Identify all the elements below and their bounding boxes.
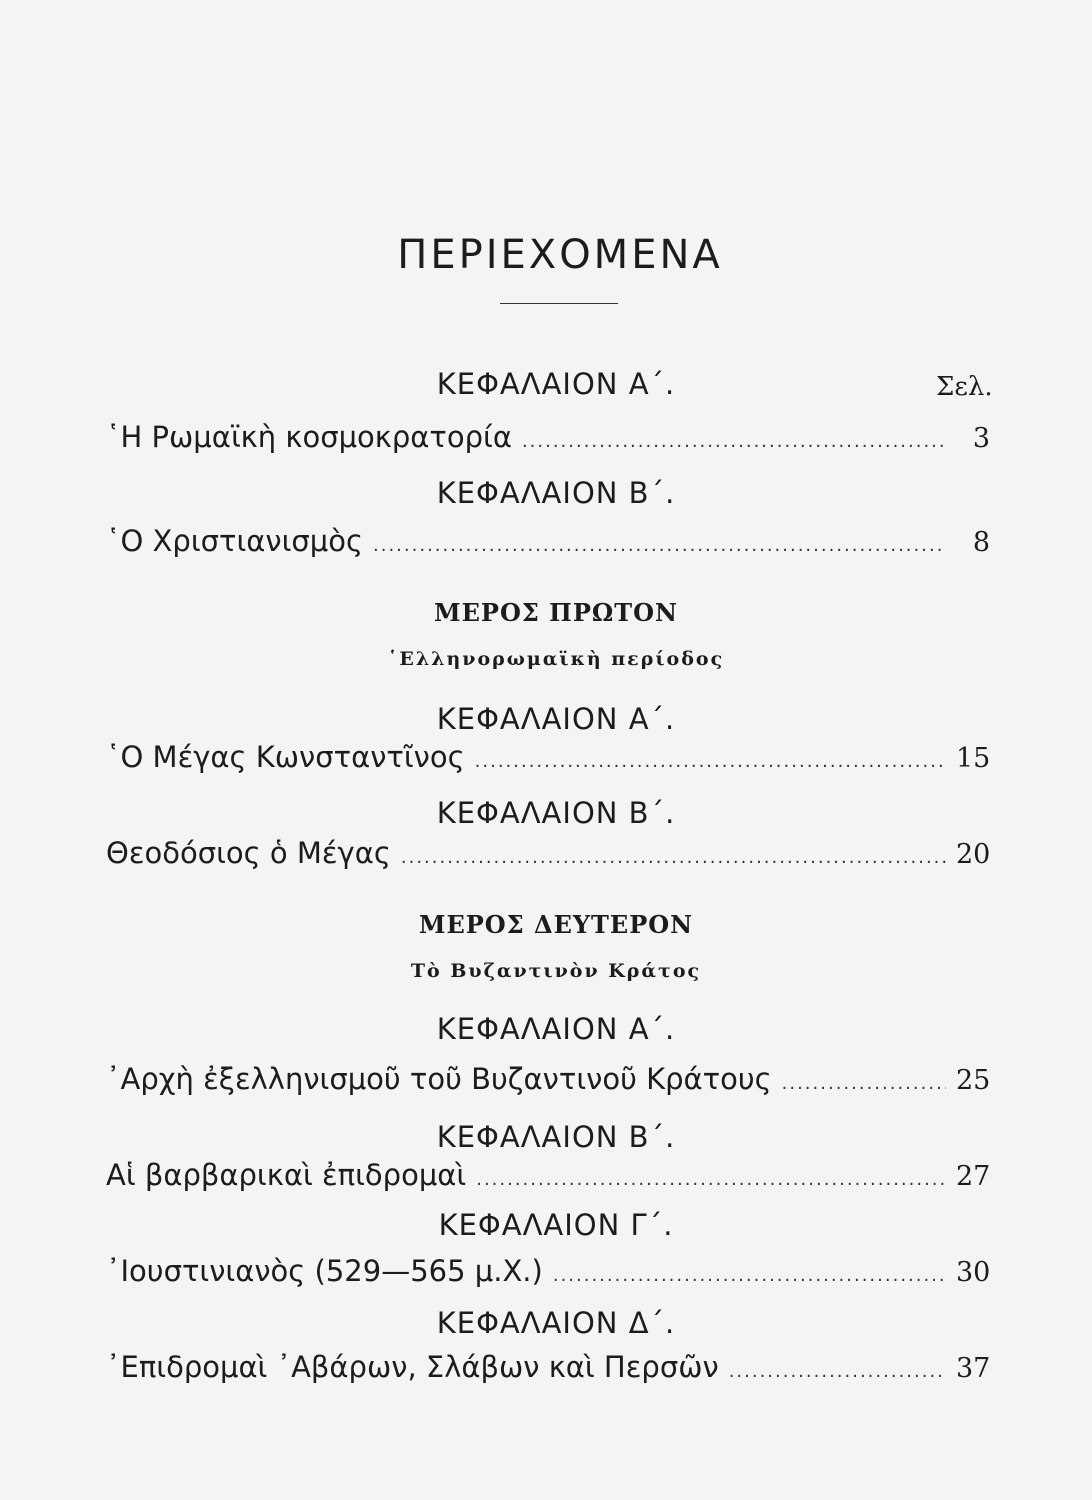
page-column-label: Σελ. xyxy=(936,372,993,402)
dot-leader xyxy=(782,1073,946,1094)
toc-entry-title: ᾿Επιδρομαὶ ᾿Αβάρων, Σλάβων καὶ Περσῶν xyxy=(106,1350,719,1384)
toc-entry-title: Αἱ βαρβαρικαὶ ἐπιδρομαὶ xyxy=(106,1158,467,1192)
toc-entry-page: 8 xyxy=(972,527,990,558)
toc-entry xyxy=(106,1158,990,1192)
part-subtitle: Τὸ Βυζαντινὸν Κράτος xyxy=(410,960,702,982)
chapter-heading: ΚΕΦΑΛΑΙΟΝ Α΄. xyxy=(436,367,676,401)
toc-entry xyxy=(106,1350,990,1384)
chapter-heading: ΚΕΦΑΛΑΙΟΝ Β΄. xyxy=(436,1120,676,1154)
toc-entry-title: Θεοδόσιος ὁ Μέγας xyxy=(106,836,391,870)
chapter-heading: ΚΕΦΑΛΑΙΟΝ Β΄. xyxy=(436,796,676,830)
toc-entry-page: 15 xyxy=(956,743,991,774)
toc-entry xyxy=(106,524,990,558)
toc-entry-page: 27 xyxy=(956,1161,991,1192)
part-heading: ΜΕΡΟΣ ΠΡΩΤΟΝ xyxy=(434,598,678,627)
dot-leader xyxy=(476,1169,946,1190)
toc-entry-title: ᾿Αρχὴ ἐξελληνισμοῦ τοῦ Βυζαντινοῦ Κράτους xyxy=(106,1062,772,1096)
toc-entry-page: 37 xyxy=(956,1353,991,1384)
toc-entry-page: 30 xyxy=(956,1257,991,1288)
toc-entry xyxy=(106,836,990,870)
dot-leader xyxy=(553,1265,946,1286)
chapter-heading: ΚΕΦΑΛΑΙΟΝ Α΄. xyxy=(436,1012,676,1046)
toc-entry-page: 25 xyxy=(956,1065,991,1096)
part-subtitle: ῾Ελληνορωμαϊκὴ περίοδος xyxy=(387,648,725,670)
title-divider xyxy=(500,303,618,304)
dot-leader xyxy=(401,847,946,868)
toc-entry-page: 3 xyxy=(972,423,990,454)
page-title: ΠΕΡΙΕΧΟΜΕΝΑ xyxy=(397,232,723,278)
toc-entry-title: ῾Η Ρωμαϊκὴ κοσμοκρατορία xyxy=(106,420,512,454)
chapter-heading: ΚΕΦΑΛΑΙΟΝ Δ΄. xyxy=(436,1306,676,1340)
toc-entry xyxy=(106,1254,990,1288)
part-heading: ΜΕΡΟΣ ΔΕΥΤΕΡΟΝ xyxy=(418,910,694,939)
chapter-heading: ΚΕΦΑΛΑΙΟΝ Γ΄. xyxy=(438,1208,674,1242)
toc-entry-title: ᾿Ιουστινιανὸς (529—565 μ.Χ.) xyxy=(106,1254,543,1288)
toc-entry xyxy=(106,1062,990,1096)
toc-entry xyxy=(106,420,990,454)
toc-entry-title: ῾Ο Χριστιανισμὸς xyxy=(106,524,364,558)
chapter-heading: ΚΕΦΑΛΑΙΟΝ Β΄. xyxy=(436,476,676,510)
toc-entry xyxy=(106,740,990,774)
toc-entry-title: ῾Ο Μέγας Κωνσταντῖνος xyxy=(106,740,465,774)
dot-leader xyxy=(475,751,946,772)
dot-leader xyxy=(729,1361,946,1382)
chapter-heading: ΚΕΦΑΛΑΙΟΝ Α΄. xyxy=(436,702,676,736)
dot-leader xyxy=(522,431,946,452)
dot-leader xyxy=(373,535,946,556)
toc-entry-page: 20 xyxy=(956,839,991,870)
